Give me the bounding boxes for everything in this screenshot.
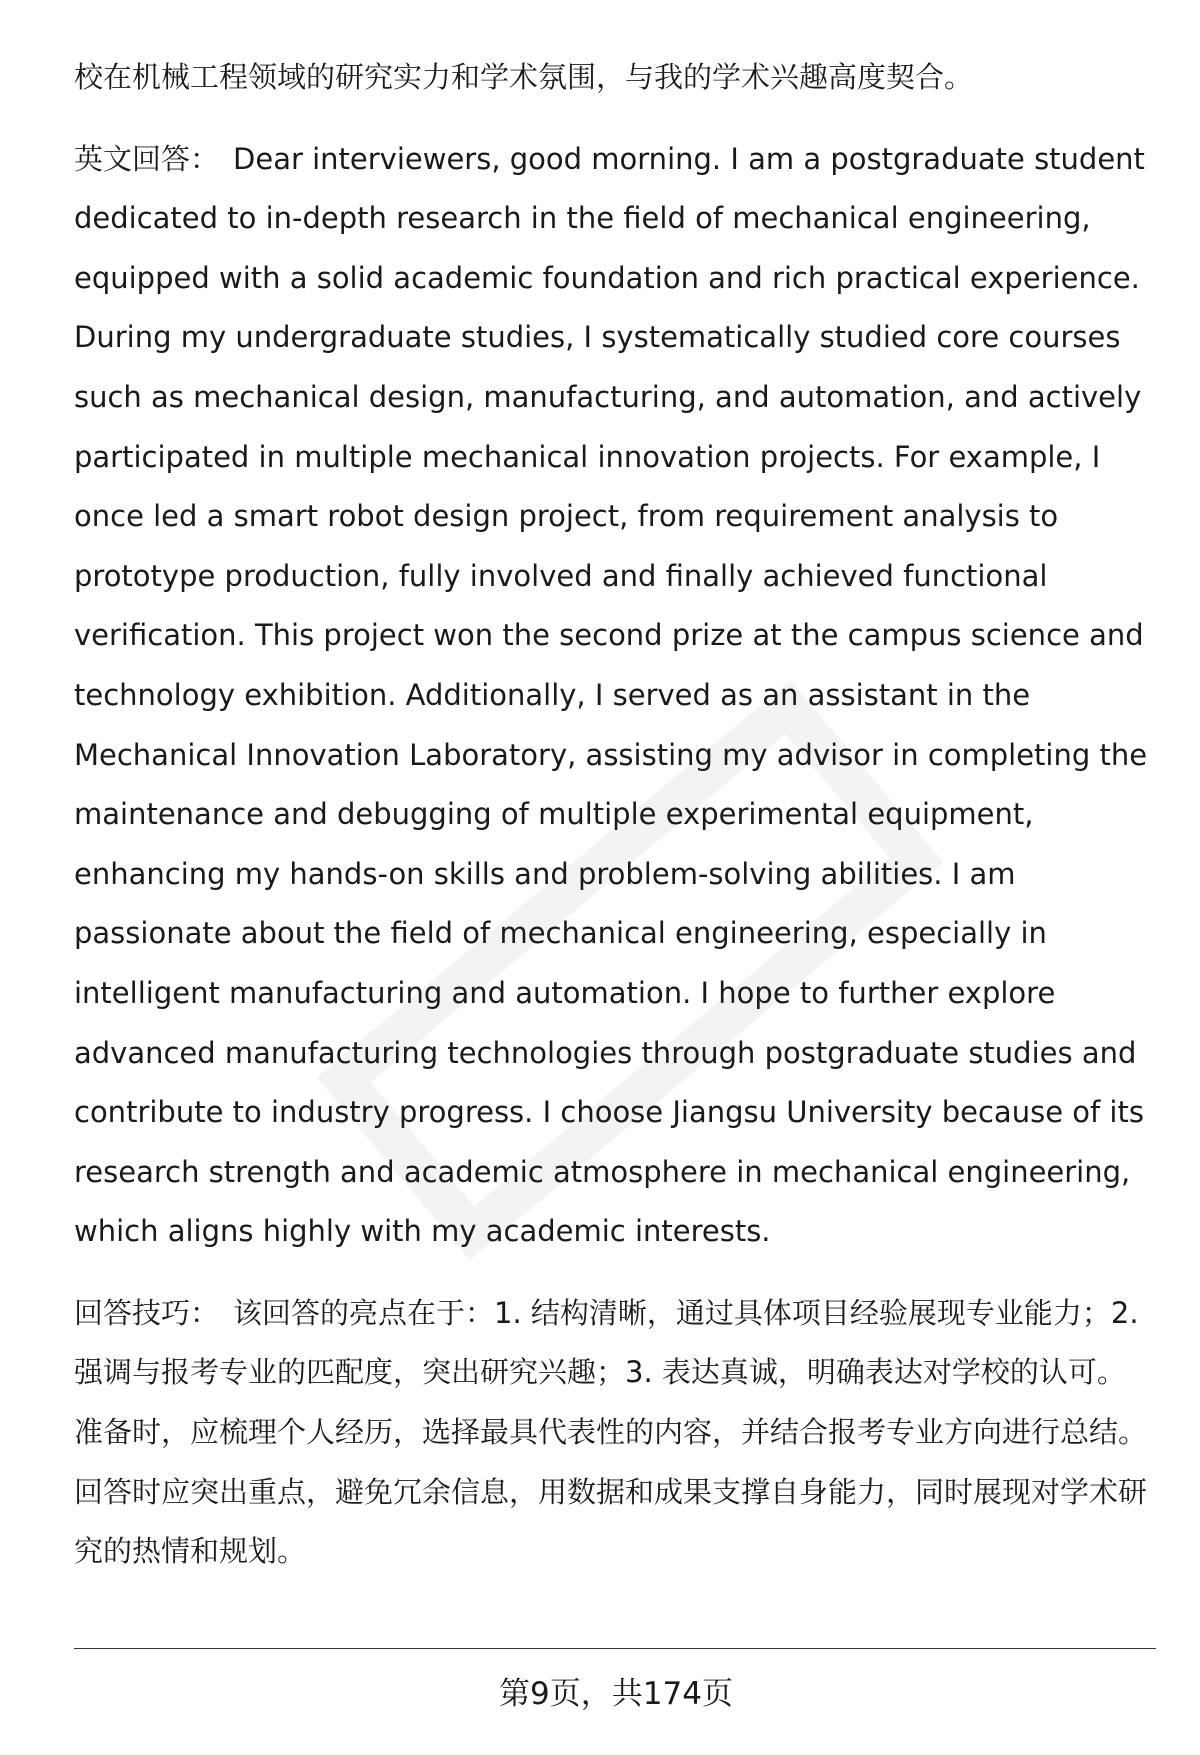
english-answer-text: Dear interviewers, good morning. I am a postgraduate student dedicated to in-depth research in the field of mechanical engineering, equipped with a solid academic foundation and rich practical experience. During my undergraduate studies, I systematically studied core courses such as mechanical design, manufacturing, and automation, and actively participated in multiple mechanical innovation projects. For example, I once led a smart robot design project, from requirement analysis to prototype production, fully involved and finally achieved functional verification. This project won the second prize at the campus science and technology exhibition. Additionally, I served as an assistant in the Mechanical Innovation Laboratory, assisting my advisor in completing the maintenance and debugging of multiple experimental equipment, enhancing my hands-on skills and problem-solving abilities. I am passionate about the field of mechanical engineering, especially in intelligent manufacturing and automation. I hope to further explore advanced manufacturing technologies through postgraduate studies and contribute to industry progress. I choose Jiangsu University because of its research strength and academic atmosphere in mechanical engineering, which aligns highly with my academic interests. xyxy=(74,141,1148,1249)
answer-tips-paragraph xyxy=(74,1284,1154,1582)
english-answer-label: 英文回答： xyxy=(74,141,220,176)
page-number: 第9页，共174页 xyxy=(499,1676,733,1712)
footer-divider xyxy=(74,1648,1156,1649)
continued-paragraph: 校在机械工程领域的研究实力和学术氛围，与我的学术兴趣高度契合。 xyxy=(74,60,974,94)
english-answer-paragraph xyxy=(74,130,1154,1262)
answer-tips-label: 回答技巧： xyxy=(74,1295,220,1330)
answer-tips-text: 该回答的亮点在于：1. 结构清晰，通过具体项目经验展现专业能力；2. 强调与报考专业的匹配度，突出研究兴趣；3. 表达真诚，明确表达对学校的认可。准备时，应梳理个人经历，选择最具代表性的内容，并结合报考专业方向进行总结。回答时应突出重点，避免冗余信息，用数据和成果支撑自身能力，同时展现对学术研究的热情和规划。 xyxy=(74,1295,1148,1569)
document-body xyxy=(74,48,1154,1582)
